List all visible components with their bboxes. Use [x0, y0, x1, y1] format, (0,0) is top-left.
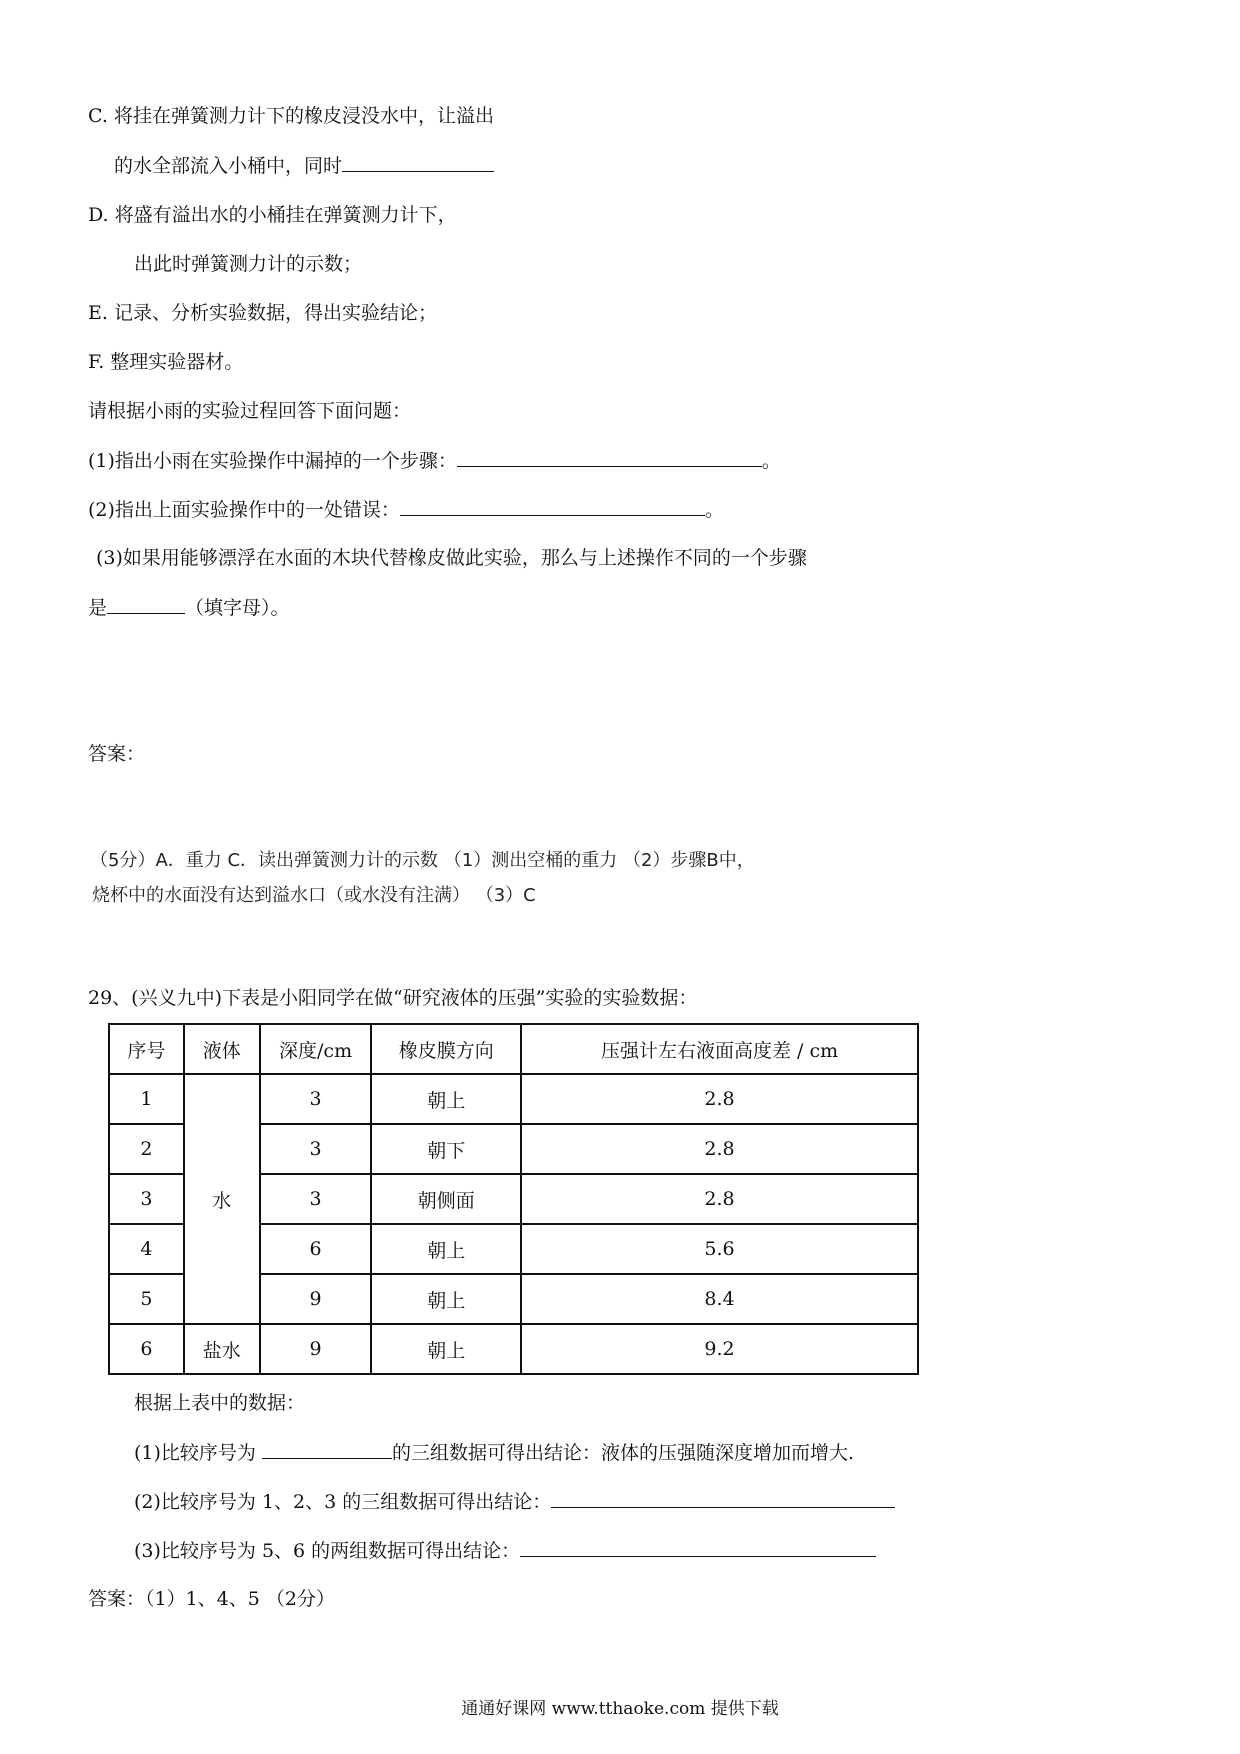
q28-sub1-text: (1)指出小雨在实验操作中漏掉的一个步骤：: [88, 450, 457, 472]
header-liquid: 液体: [184, 1024, 260, 1074]
q29-sub1-blank[interactable]: [262, 1440, 392, 1459]
cell-no: 3: [109, 1174, 184, 1224]
table-row: [109, 1074, 918, 1124]
q29-sub3: [134, 1538, 876, 1563]
q28-sub3-line2: [88, 595, 290, 620]
q28-answer-line2: 烧杯中的水面没有达到溢水口（或水没有注满） （3）C: [92, 885, 536, 906]
table-header-row: [109, 1024, 918, 1074]
cell-depth: 3: [260, 1124, 372, 1174]
cell-direction: 朝侧面: [371, 1174, 521, 1224]
step-c-line2-text: 的水全部流入小桶中，同时: [114, 155, 343, 177]
q28-sub3-text-a: 是: [88, 597, 108, 619]
q28-answer-label: 答案：: [88, 743, 146, 765]
q28-sub1-end: 。: [761, 450, 781, 472]
q29-title: 29、(兴义九中)下表是小阳同学在做“研究液体的压强”实验的实验数据：: [88, 987, 698, 1009]
cell-height-diff: 2.8: [521, 1174, 918, 1224]
q29-sub2-blank[interactable]: [551, 1489, 895, 1508]
cell-depth: 6: [260, 1224, 372, 1274]
footer-source: 通通好课网 www.tthaoke.com 提供下载: [461, 1699, 779, 1719]
q29-sub1: [134, 1440, 854, 1465]
cell-height-diff: 5.6: [521, 1224, 918, 1274]
cell-depth: 9: [260, 1324, 372, 1374]
q28-sub2-end: 。: [704, 499, 724, 521]
cell-no: 5: [109, 1274, 184, 1324]
q28-sub2-blank[interactable]: [400, 497, 705, 516]
q29-sub2-text: (2)比较序号为 1、2、3 的三组数据可得出结论：: [134, 1491, 552, 1513]
step-f: F. 整理实验器材。: [88, 351, 244, 373]
cell-liquid-saltwater: 盐水: [184, 1324, 260, 1374]
q28-sub3-text-b: （填字母）。: [185, 597, 290, 619]
q29-intro: 根据上表中的数据：: [134, 1392, 306, 1414]
cell-height-diff: 8.4: [521, 1274, 918, 1324]
cell-no: 4: [109, 1224, 184, 1274]
cell-no: 2: [109, 1124, 184, 1174]
step-e: E. 记录、分析实验数据，得出实验结论；: [88, 302, 437, 324]
q28-sub2: [88, 497, 724, 522]
q28-answer-line1: （5分）A．重力 C．读出弹簧测力计的示数 （1）测出空桶的重力 （2）步骤B中，: [90, 850, 755, 871]
q28-sub2-text: (2)指出上面实验操作中的一处错误：: [88, 499, 400, 521]
header-depth: 深度/cm: [260, 1024, 372, 1074]
step-c-line1: C. 将挂在弹簧测力计下的橡皮浸没水中，让溢出: [88, 105, 494, 127]
cell-depth: 3: [260, 1074, 372, 1124]
cell-depth: 3: [260, 1174, 372, 1224]
q29-sub3-blank[interactable]: [520, 1538, 876, 1557]
cell-no: 1: [109, 1074, 184, 1124]
cell-height-diff: 9.2: [521, 1324, 918, 1374]
cell-depth: 9: [260, 1274, 372, 1324]
q29-sub1-text-b: 的三组数据可得出结论：液体的压强随深度增加而增大.: [391, 1442, 855, 1464]
cell-height-diff: 2.8: [521, 1124, 918, 1174]
q28-sub3-blank[interactable]: [107, 595, 185, 614]
q28-sub1-blank[interactable]: [457, 448, 762, 467]
step-d-line2: 出此时弹簧测力计的示数；: [134, 253, 363, 275]
cell-direction: 朝上: [371, 1224, 521, 1274]
q28-sub3-line1: (3)如果用能够漂浮在水面的木块代替橡皮做此实验，那么与上述操作不同的一个步骤: [96, 547, 807, 569]
q28-sub1: [88, 448, 781, 473]
cell-direction: 朝上: [371, 1324, 521, 1374]
q29-sub2: [134, 1489, 895, 1514]
q29-sub3-text: (3)比较序号为 5、6 的两组数据可得出结论：: [134, 1540, 521, 1562]
q29-sub1-text-a: (1)比较序号为: [134, 1442, 256, 1464]
cell-liquid-water: 水: [184, 1074, 260, 1324]
header-direction: 橡皮膜方向: [371, 1024, 521, 1074]
cell-direction: 朝下: [371, 1124, 521, 1174]
table-row: [109, 1324, 918, 1374]
step-d-line1: D. 将盛有溢出水的小桶挂在弹簧测力计下，: [88, 204, 457, 226]
cell-height-diff: 2.8: [521, 1074, 918, 1124]
header-height-diff: 压强计左右液面高度差 / cm: [521, 1024, 918, 1074]
cell-direction: 朝上: [371, 1274, 521, 1324]
pressure-data-table: [108, 1023, 919, 1375]
cell-direction: 朝上: [371, 1074, 521, 1124]
step-c-line2: [114, 153, 494, 178]
q28-prompt: 请根据小雨的实验过程回答下面问题：: [88, 400, 412, 422]
cell-no: 6: [109, 1324, 184, 1374]
step-c-blank[interactable]: [342, 153, 494, 172]
header-no: 序号: [109, 1024, 184, 1074]
q29-answer: 答案：（1）1、4、5 （2分）: [88, 1588, 335, 1610]
